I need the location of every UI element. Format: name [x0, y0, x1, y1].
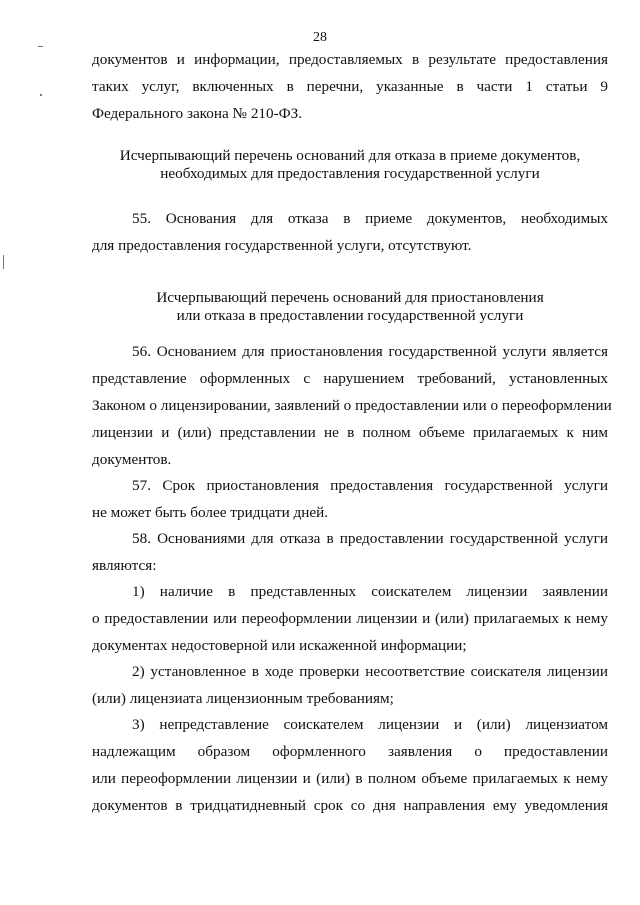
text-line: о предоставлении или переоформлении лицензии и (или) прилагаемых к нему [92, 610, 608, 627]
text-line: не может быть более тридцати дней. [92, 504, 329, 521]
text-line: лицензии и (или) представлении не в полном объеме прилагаемых к ним [92, 424, 608, 441]
paragraph-57: 57. Срок приостановления предоставления государственной услуги [132, 477, 608, 494]
paragraph-55: 55. Основания для отказа в приеме документов, необходимых [132, 210, 608, 227]
scan-mark [40, 94, 42, 96]
text-line: надлежащим образом оформленного заявления о предоставлении [92, 743, 608, 760]
text-line: документов и информации, предоставляемых в результате предоставления [92, 51, 608, 68]
page-number: 28 [313, 30, 327, 45]
scan-mark [38, 46, 43, 47]
text-line: таких услуг, включенных в перечни, указанные в части 1 статьи 9 [92, 78, 608, 95]
text-line: (или) лицензиата лицензионным требованиям; [92, 690, 394, 707]
list-item-1: 1) наличие в представленных соискателем лицензии заявлении [132, 583, 608, 600]
text-line: документов в тридцатидневный срок со дня направления ему уведомления [92, 797, 608, 814]
text-line: представление оформленных с нарушением требований, установленных [92, 370, 608, 387]
section-heading: или отказа в предоставлении государственной услуги [176, 307, 524, 324]
list-item-2: 2) установленное в ходе проверки несоответствие соискателя лицензии [132, 663, 608, 680]
text-line: являются: [92, 557, 157, 574]
section-heading: необходимых для предоставления государственной услуги [160, 165, 540, 182]
text-line: Федерального закона № 210-ФЗ. [92, 105, 303, 122]
text-line: документах недостоверной или искаженной информации; [92, 637, 467, 654]
section-heading: Исчерпывающий перечень оснований для отказа в приеме документов, [119, 147, 581, 164]
paragraph-58: 58. Основаниями для отказа в предоставлении государственной услуги [132, 530, 608, 547]
section-heading: Исчерпывающий перечень оснований для приостановления [156, 289, 544, 306]
text-line: документов. [92, 451, 172, 468]
scan-mark [3, 255, 4, 269]
text-line: Законом о лицензировании, заявлений о предоставлении или о переоформлении [92, 397, 612, 414]
list-item-3: 3) непредставление соискателем лицензии и (или) лицензиатом [132, 716, 608, 733]
paragraph-56: 56. Основанием для приостановления государственной услуги является [132, 343, 608, 360]
text-line: или переоформлении лицензии и (или) в полном объеме прилагаемых к нему [92, 770, 608, 787]
text-line: для предоставления государственной услуги, отсутствуют. [92, 237, 472, 254]
